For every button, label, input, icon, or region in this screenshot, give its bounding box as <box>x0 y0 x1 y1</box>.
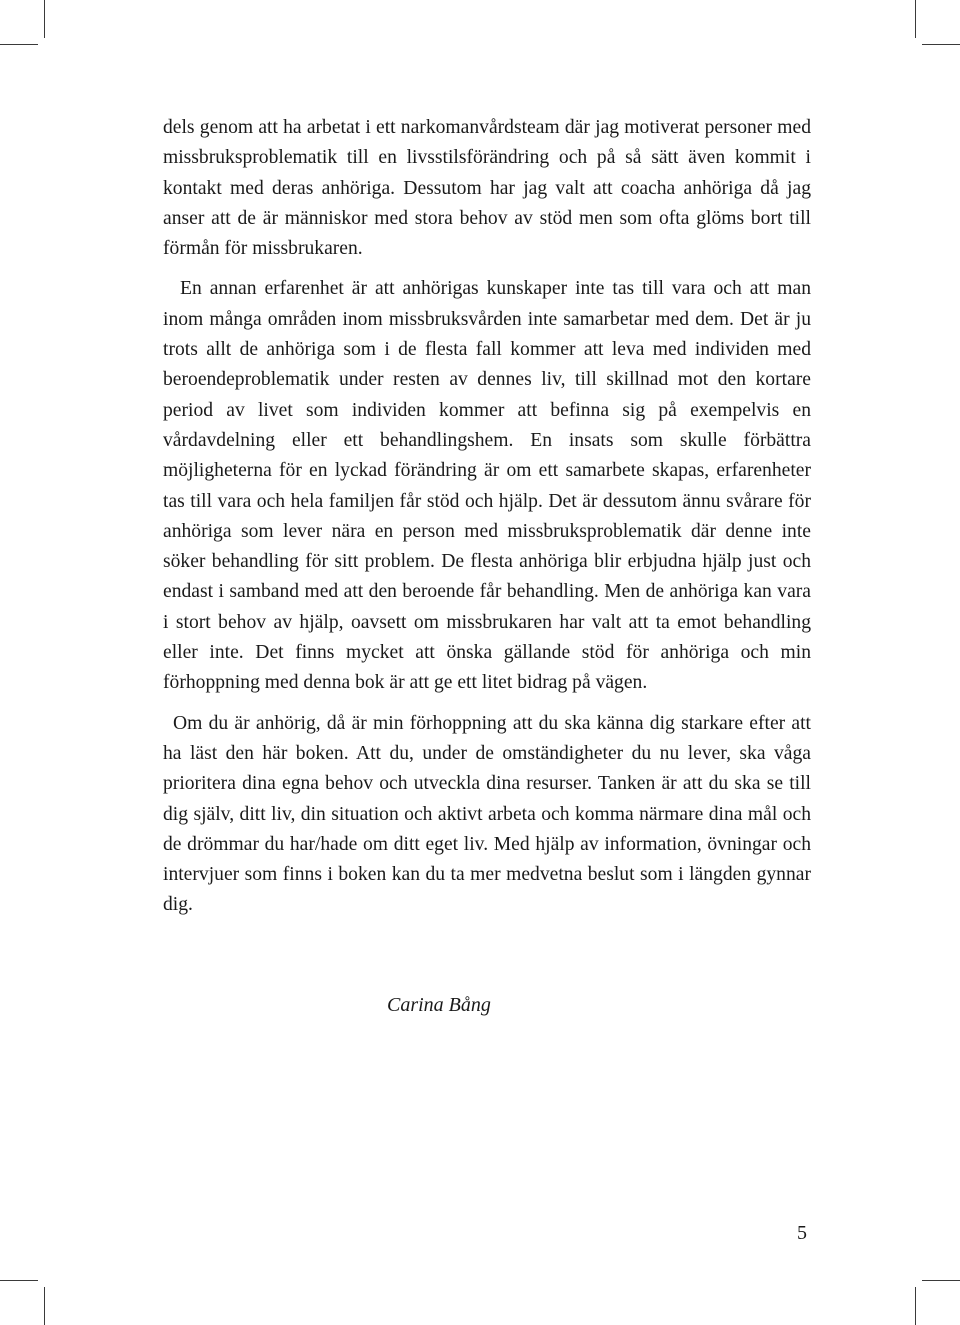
crop-mark-top-right <box>922 44 960 45</box>
crop-mark-bottom-right <box>915 1287 916 1325</box>
page-number: 5 <box>797 1222 807 1244</box>
crop-mark-bottom-left <box>0 1280 38 1281</box>
paragraph-1: dels genom att ha arbetat i ett narkomanvårdsteam där jag motiverat personer med missbruksproblematik till en livsstilsförändring och på så sätt även kommit i kontakt med deras anhöriga. Dessutom har jag valt att coacha anhöriga då jag anser att de är människor med stora behov av stöd men som ofta glöms bort till förmån för missbrukaren. <box>163 117 811 260</box>
crop-mark-top-right <box>915 0 916 38</box>
paragraph-3: Om du är anhörig, då är min förhoppning att du ska känna dig starkare efter att ha läst den här boken. Att du, under de omständigheter du nu lever, ska våga prioritera dina egna behov och utveckla dina resurser. Tanken är att du ska se till dig själv, ditt liv, din situation och aktivt arbeta och komma närmare dina mål och de drömmar du har/hade om ditt eget liv. Med hjälp av information, övningar och intervjuer som finns i boken kan du ta mer medvetna beslut som i längden gynnar dig. <box>163 712 811 916</box>
crop-mark-bottom-right <box>922 1280 960 1281</box>
crop-mark-bottom-left <box>44 1287 45 1325</box>
author-signature: Carina Bång <box>387 994 491 1016</box>
crop-mark-top-left <box>44 0 45 38</box>
paragraph-2: En annan erfarenhet är att anhörigas kunskaper inte tas till vara och att man inom många områden inom missbruksvården inte samarbetar med dem. Det är ju trots allt de anhöriga som i de flesta fall kommer att leva med individen med beroendeproblematik under resten av dennes liv, till skillnad mot den kortare period av livet som individen kommer att befinna sig på exempelvis en vårdavdelning eller ett behandlingshem. En insats som skulle förbättra möjligheterna för en lyckad förändring är om ett samarbete skapas, erfarenheter tas till vara och hela familjen får stöd och hjälp. Det är dessutom ännu svårare för anhöriga som lever nära en person med missbruksproblematik där denne inte söker behandling för sitt problem. De flesta anhöriga blir erbjudna hjälp just och endast i samband med att den beroende får behandling. Men de anhöriga kan vara i stort behov av hjälp, oavsett om missbrukaren har valt att ta emot behandling eller inte. Det finns mycket att önska gällande stöd för anhöriga och min förhoppning med denna bok är att ge ett litet bidrag på vägen. <box>163 278 811 694</box>
body-text <box>163 113 811 921</box>
crop-mark-top-left <box>0 44 38 45</box>
